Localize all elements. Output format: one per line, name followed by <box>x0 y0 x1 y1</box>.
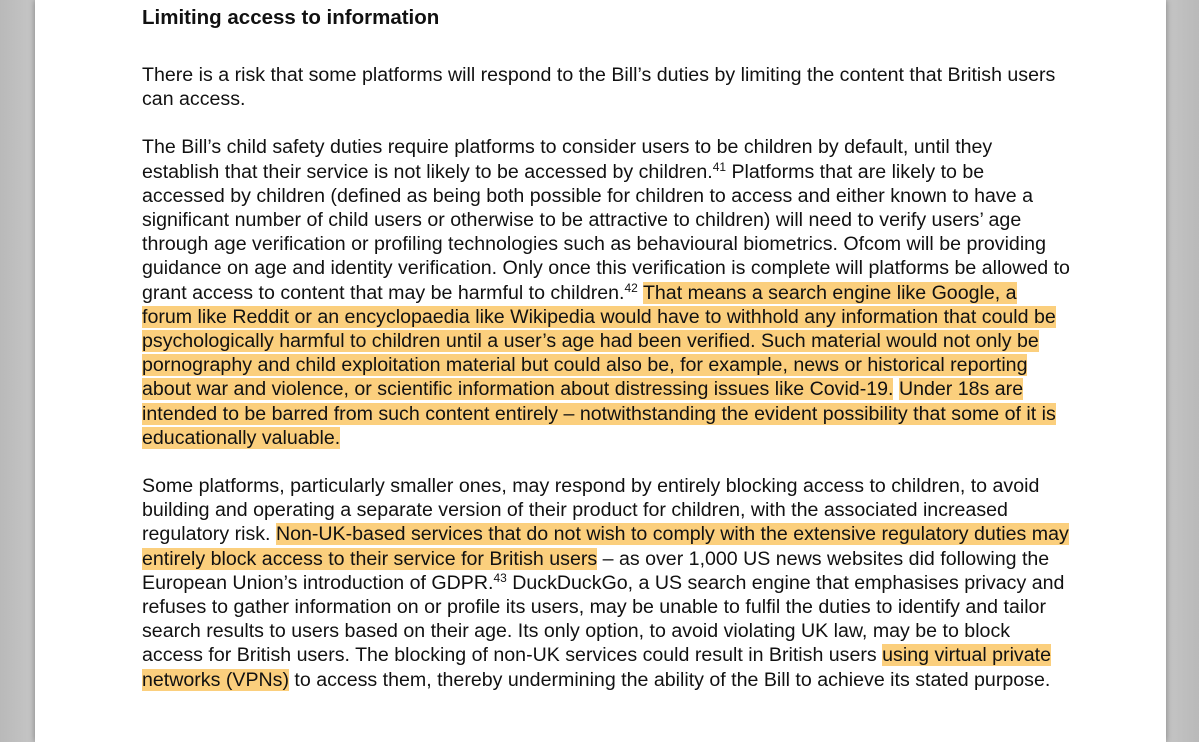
highlight-3: Non-UK-based services that do not wish to comply with the extensive regulatory duties may entirely block access to their service for British users <box>142 523 1069 570</box>
document-page <box>35 0 1166 742</box>
paragraph-3-text-a: Some platforms, particularly smaller ones, may respond by entirely blocking access to children, to avoid building and operating a separate version of their product for children, with the associated increased regulatory risk. <box>142 475 1040 546</box>
section-heading: Limiting access to information <box>142 6 440 29</box>
paragraph-3 <box>142 474 1072 692</box>
highlight-2: Under 18s are intended to be barred from such content entirely – notwithstanding the evident possibility that some of it is educationally valuable. <box>142 378 1056 449</box>
paragraph-2-text-b: Platforms that are likely to be accessed by children (defined as being both possible for children to access and either known to have a significant number of child users or otherwise to be attractive to children) will need to verify users’ age through age verification or profiling technologies such as behavioural biometrics. Ofcom will be providing guidance on age and identity verification. Only once this verification is complete will platforms be allowed to grant access to content that may be harmful to children. <box>142 160 1070 304</box>
page-content <box>142 3 1072 716</box>
footnote-42[interactable]: 42 <box>624 280 638 295</box>
footnote-41[interactable]: 41 <box>712 159 727 174</box>
paragraph-2 <box>142 135 1072 450</box>
footnote-43[interactable]: 43 <box>493 570 507 585</box>
paragraph-3-text-d: to access them, thereby undermining the ability of the Bill to achieve its stated purpose. <box>288 668 1051 691</box>
paragraph-2-text-a: The Bill’s child safety duties require platforms to consider users to be children by default, until they establish that their service is not likely to be accessed by children. <box>142 136 993 183</box>
highlight-4: using virtual private networks (VPNs) <box>142 644 1051 691</box>
paragraph-3-text-b: – as over 1,000 US news websites did following the European Union’s introduction of GDPR. <box>142 547 1050 594</box>
highlight-1: That means a search engine like Google, a forum like Reddit or an encyclopaedia like Wikipedia would have to withhold any information that could be psychologically harmful to children until a user’s age had been verified. Such material would not only be pornography and child exploitation material but could also be, for example, news or historical reporting about war and violence, or scientific information about distressing issues like Covid-19. <box>142 281 1056 401</box>
paragraph-1: There is a risk that some platforms will respond to the Bill’s duties by limiting the content that British users can access. <box>142 64 1056 111</box>
paragraph-3-text-c: DuckDuckGo, a US search engine that emphasises privacy and refuses to gather information on or profile its users, may be unable to fulfil the duties to identify and tailor search results to users based on their age. Its only option, to avoid violating UK law, may be to block access for British users. The blocking of non-UK services could result in British users <box>142 571 1065 667</box>
